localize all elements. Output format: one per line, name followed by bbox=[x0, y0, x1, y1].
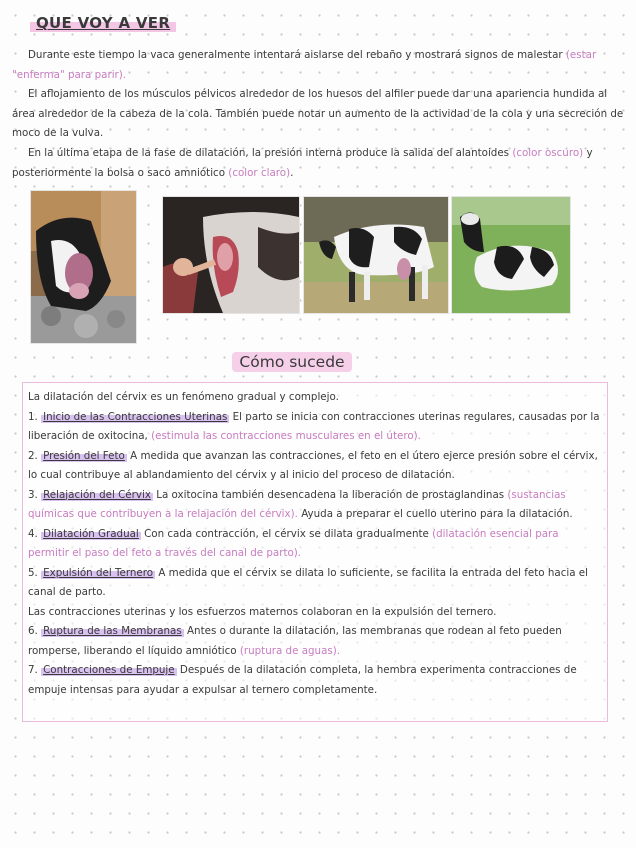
step-7-text: Después de la dilatación completa, la hembra experimenta contracciones de empuje intensas para ayudar a expulsar al ternero completamente. bbox=[28, 664, 577, 696]
intro-p3-note-light: (color claro) bbox=[228, 166, 291, 179]
page-title: QUE VOY A VER bbox=[30, 14, 176, 32]
photo-cow-lying bbox=[451, 196, 571, 314]
step-1 bbox=[28, 411, 600, 443]
intro-p1-note: (estar "enferma" para parir). bbox=[12, 49, 597, 81]
step-4-label: Dilatación Gradual bbox=[43, 527, 139, 540]
step-1-number: 1. bbox=[28, 410, 38, 423]
step-2-number: 2. bbox=[28, 449, 38, 462]
step-3-label: Relajación del Cérvix bbox=[43, 488, 151, 501]
photo-cow-barn bbox=[30, 190, 137, 344]
step-5 bbox=[28, 567, 588, 599]
step-2-text: A medida que avanzan las contracciones, el feto en el útero ejerce presión sobre el cérvix, lo cual contribuye al ablandamiento del cérvix y al inicio del proceso de dilatación. bbox=[28, 449, 598, 481]
intro-p3-end: . bbox=[290, 166, 294, 179]
step-5-extra: Las contracciones uterinas y los esfuerzos maternos colaboran en la expulsión del ternero. bbox=[28, 605, 497, 618]
step-4-number: 4. bbox=[28, 527, 38, 540]
step-5-text: A medida que el cérvix se dilata lo suficiente, se facilita la entrada del feto hacia el canal de parto. bbox=[28, 566, 588, 598]
step-3-note: (sustancias químicas que contribuyen a la relajación del cérvix). bbox=[28, 488, 566, 520]
intro-paragraph-1 bbox=[12, 46, 624, 85]
intro-p1-text: Durante este tiempo la vaca generalmente intentará aislarse del rebaño y mostrará signos de malestar bbox=[28, 49, 563, 61]
step-3 bbox=[28, 489, 573, 521]
step-1-note: (estimula las contracciones musculares en el útero). bbox=[151, 430, 421, 442]
section-title: Cómo sucede bbox=[232, 352, 352, 372]
photo-assisted-birth bbox=[162, 196, 300, 314]
intro-p3-text: En la última etapa de la fase de dilatación, la presión interna produce la salida del alantoides bbox=[28, 147, 510, 159]
step-3-number: 3. bbox=[28, 488, 38, 501]
intro-p3-note-dark: (color oscuro) bbox=[512, 147, 584, 159]
step-6-label: Ruptura de las Membranas bbox=[43, 625, 182, 637]
step-2 bbox=[28, 450, 598, 482]
photo-cow-standing bbox=[303, 196, 449, 314]
step-4-text: Con cada contracción, el cérvix se dilata gradualmente bbox=[144, 527, 429, 540]
step-5-label: Expulsión del Ternero bbox=[43, 566, 154, 579]
step-4 bbox=[28, 528, 559, 560]
step-3-text-2: Ayuda a preparar el cuello uterino para la dilatación. bbox=[301, 508, 573, 520]
step-7-label: Contracciones de Empuje bbox=[43, 664, 175, 676]
step-6 bbox=[28, 625, 562, 657]
step-1-text: El parto se inicia con contracciones uterinas regulares, causadas por la liberación de oxitocina, bbox=[28, 410, 600, 442]
step-7 bbox=[28, 664, 577, 696]
process-intro: La dilatación del cérvix es un fenómeno gradual y complejo. bbox=[28, 391, 339, 403]
step-7-number: 7. bbox=[28, 664, 38, 676]
step-2-label: Presión del Feto bbox=[43, 449, 125, 462]
intro-p3-mid: y posteriormente la bolsa o saco amniótico bbox=[12, 147, 593, 179]
process-steps bbox=[28, 388, 602, 700]
intro-paragraph-3 bbox=[12, 144, 624, 183]
step-5-number: 5. bbox=[28, 566, 38, 579]
step-6-text: Antes o durante la dilatación, las membranas que rodean al feto pueden romperse, liberando el líquido amniótico bbox=[28, 625, 562, 657]
intro-p2-text: El aflojamiento de los músculos pélvicos alrededor de los huesos del alfiler puede dar una apariencia hundida al área alrededor de la cabeza de la cola. También puede notar un aumento de la actividad de la cola y una secreción de moco de la vulva. bbox=[12, 88, 624, 139]
step-3-text: La oxitocina también desencadena la liberación de prostaglandinas bbox=[156, 488, 505, 501]
intro-paragraph-2 bbox=[12, 85, 624, 144]
step-6-note: (ruptura de aguas). bbox=[239, 644, 341, 657]
step-1-label: Inicio de las Contracciones Uterinas bbox=[43, 410, 228, 423]
step-4-note: (dilatación esencial para permitir el paso del feto a través del canal de parto). bbox=[28, 527, 559, 559]
step-6-number: 6. bbox=[28, 625, 38, 637]
